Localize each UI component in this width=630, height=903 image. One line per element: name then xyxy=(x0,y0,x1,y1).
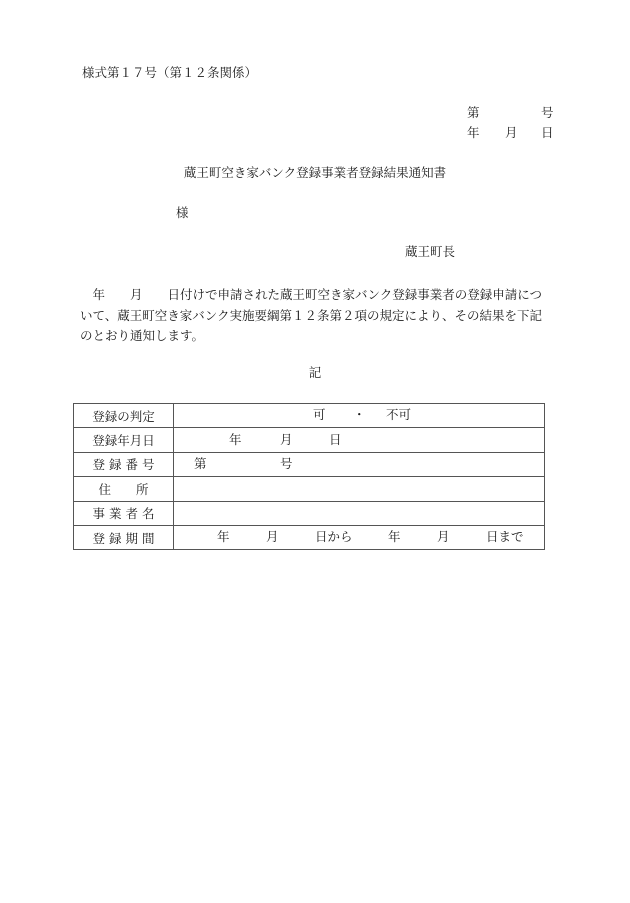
row-reg-period xyxy=(74,525,545,549)
date-month: 月 xyxy=(505,125,518,140)
reg-number-value-cell xyxy=(174,452,545,476)
date-year: 年 xyxy=(467,125,480,140)
judgement-label: 登録の判定 xyxy=(74,404,174,428)
document-title: 蔵王町空き家バンク登録事業者登録結果通知書 xyxy=(183,165,447,180)
judgement-value-cell xyxy=(174,404,545,428)
reg-number-go: 号 xyxy=(280,455,293,471)
reg-period-month2: 月 xyxy=(437,529,450,545)
reg-period-year1: 年 xyxy=(217,529,230,545)
row-reg-number xyxy=(74,452,545,476)
reg-date-label: 登録年月日 xyxy=(74,428,174,452)
business-name-value-cell xyxy=(174,501,545,525)
doc-number-go: 号 xyxy=(541,105,554,120)
addressee-suffix: 様 xyxy=(176,205,189,220)
row-reg-date xyxy=(74,428,545,452)
reg-date-month: 月 xyxy=(280,431,293,447)
row-business-name xyxy=(74,501,545,525)
reg-period-until: 日まで xyxy=(486,529,524,545)
business-name-label: 事 業 者 名 xyxy=(74,501,174,525)
ki-heading: 記 xyxy=(308,365,322,380)
reg-date-year: 年 xyxy=(229,431,242,447)
result-table xyxy=(73,403,545,550)
issuer-name: 蔵王町長 xyxy=(405,244,456,259)
judgement-dot: ・ xyxy=(353,407,366,423)
reg-date-value-cell xyxy=(174,428,545,452)
address-label: 住 所 xyxy=(74,477,174,501)
reg-period-month1: 月 xyxy=(266,529,279,545)
reg-period-label: 登 録 期 間 xyxy=(74,525,174,549)
body-paragraph: 年 月 日付けで申請された蔵王町空き家バンク登録事業者の登録申請について、蔵王町空き家バンク実施要綱第１２条第２項の規定により、その結果を下記のとおり通知します。 xyxy=(80,287,543,343)
judgement-ka: 可 xyxy=(313,407,326,423)
address-value-cell xyxy=(174,477,545,501)
doc-number-dai: 第 xyxy=(467,105,480,120)
row-address xyxy=(74,477,545,501)
reg-number-dai: 第 xyxy=(194,455,207,471)
reg-period-value-cell xyxy=(174,525,545,549)
reg-period-year2: 年 xyxy=(388,529,401,545)
reg-number-label: 登 録 番 号 xyxy=(74,452,174,476)
reg-period-from: 日から xyxy=(315,529,353,545)
date-day: 日 xyxy=(541,125,554,140)
row-judgement xyxy=(74,404,545,428)
form-number: 様式第１７号（第１２条関係） xyxy=(82,65,258,80)
judgement-fuka: 不可 xyxy=(386,407,412,423)
reg-date-day: 日 xyxy=(329,431,342,447)
